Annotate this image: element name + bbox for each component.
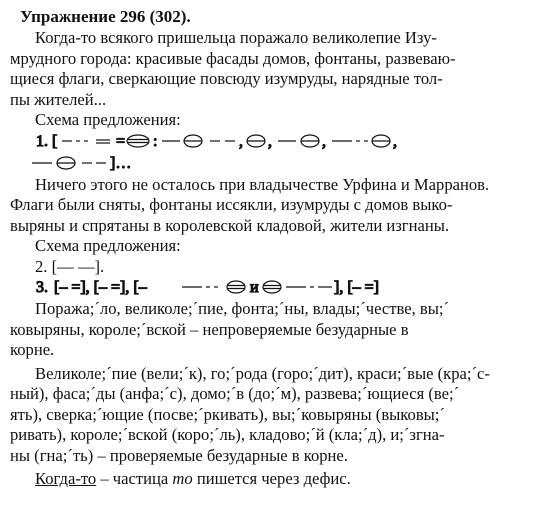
schema-label: Схема предложения: (35, 110, 181, 129)
text-line: ривать), короле;´вской (коро;´ль), кладово;´й (кла;´д), и;´згна- (10, 425, 445, 444)
scheme-part: [– =], [– =], [– (54, 279, 147, 296)
text-line: Когда-то всякого пришельца поражало великолепие Изу- (35, 28, 437, 47)
text-line: Ничего этого не осталось при владычестве Урфина и Марранов. (35, 174, 490, 194)
paragraph-5 (10, 469, 544, 490)
exercise-page (10, 6, 544, 490)
scheme-bracket-close: ]… (110, 154, 132, 172)
text-line: щиеся флаги, сверкающие повсюду изумруды, нарядные тол- (10, 69, 443, 88)
sentence-scheme-1 (10, 131, 544, 175)
schema-label: Схема предложения: (35, 236, 181, 255)
scheme-bracket-open: [ (52, 132, 58, 150)
scheme-text: [— —]. (51, 256, 105, 276)
text-line: пы жителей... (10, 89, 107, 109)
scheme-part: ], [– =] (334, 279, 380, 296)
text-line: ны (гна;´ть) – проверяемые безударные в корне. (10, 445, 348, 465)
scheme-comma: , (322, 132, 326, 150)
paragraph-3 (10, 299, 544, 361)
text-line: Флаги были сняты, фонтаны иссякли, изумруды с домов выко- (10, 195, 453, 214)
scheme-number: 3. (36, 279, 48, 296)
scheme-number: 1. (36, 132, 48, 150)
text-line: ковыряны, короле;´вской – непроверяемые безударные в (10, 319, 409, 339)
text-line: ный), фаса;´ды (анфа;´с), домо;´в (до;´м), развева;´ющиеся (ве;´ (10, 384, 460, 403)
scheme-number: 2. (35, 256, 48, 276)
text-fragment: пишется через дефис. (192, 469, 351, 488)
text-line: корне. (10, 340, 55, 359)
scheme-colon: : (153, 132, 158, 150)
text-line: Великоле;´пие (вели;´к), го;´рода (горо;´дит), краси;´вые (кра;´с- (35, 363, 490, 383)
scheme-conjunction: и (250, 279, 259, 296)
scheme-comma: , (239, 132, 243, 150)
text-line: выряны и спрятаны в королевской кладовой, жители изгнаны. (10, 215, 450, 235)
scheme-comma: , (268, 132, 272, 150)
paragraph-4 (10, 364, 544, 467)
scheme-equals: = (116, 132, 126, 150)
paragraph-1 (10, 28, 544, 110)
sentence-scheme-2 (10, 257, 544, 278)
italic-particle: то (172, 469, 193, 488)
text-line: мрудного города: красивые фасады домов, фонтаны, развеваю- (10, 48, 456, 68)
text-line: Поража;´ло, великоле;´пие, фонта;´ны, влады;´честве, вы;´ (35, 299, 450, 318)
underlined-word: Когда-то (35, 469, 97, 488)
sentence-scheme-3 (10, 277, 544, 299)
paragraph-2 (10, 175, 544, 237)
text-fragment: – частица (96, 469, 173, 488)
exercise-title: Упражнение 296 (302). (20, 7, 191, 26)
text-line: ять), сверка;´ющие (посве;´ркивать), вы;´ковыряны (выковы;´ (10, 404, 445, 424)
scheme-comma: , (393, 132, 397, 150)
